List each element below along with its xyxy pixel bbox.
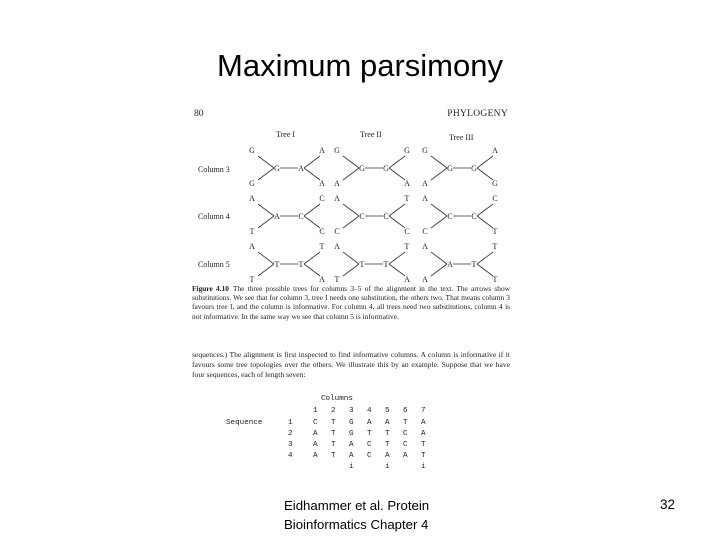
tree-branch — [304, 264, 320, 276]
tree-leaf-label: C — [319, 194, 325, 203]
tree-internal-label: G — [383, 164, 389, 173]
tree-branch — [258, 252, 274, 264]
tree-leaf-label: G — [492, 179, 498, 188]
tree-leaf-label: G — [404, 146, 410, 155]
tree-branch — [258, 216, 274, 228]
tree-branch — [304, 156, 320, 168]
tree-leaf-label: T — [492, 227, 498, 236]
table-row-number: 2 — [288, 430, 293, 438]
table-column-number: 2 — [331, 407, 336, 415]
tree-branch — [431, 156, 447, 168]
tree-branch — [343, 252, 359, 264]
tree-internal-label: T — [383, 260, 389, 269]
tree-leaf-label: T — [492, 275, 498, 284]
table-cell: T — [331, 452, 336, 460]
table-cell: T — [331, 430, 336, 438]
tree-branch — [389, 168, 405, 180]
tree-leaf-label: A — [334, 194, 340, 203]
tree-branch — [389, 204, 405, 216]
tree-internal-label: G — [471, 164, 477, 173]
table-cell: A — [367, 419, 372, 427]
tree-branch — [389, 216, 405, 228]
column-label-4: Column 4 — [198, 212, 230, 221]
tree-branch — [477, 216, 493, 228]
table-column-number: 6 — [403, 407, 408, 415]
table-cell: A — [385, 419, 390, 427]
tree-leaf-label: A — [492, 146, 498, 155]
running-head: PHYLOGENY — [447, 109, 508, 119]
table-cell: A — [313, 452, 318, 460]
tree-branch — [343, 204, 359, 216]
tree-branch — [431, 216, 447, 228]
tree-leaf-label: A — [319, 275, 325, 284]
citation-line-1: Eidhammer et al. Protein — [284, 498, 430, 513]
tree-branch — [343, 168, 359, 180]
table-header: Columns — [321, 395, 353, 403]
column-label-3: Column 3 — [198, 165, 230, 174]
table-informative-marker: i — [349, 463, 354, 471]
table-cell: T — [421, 441, 426, 449]
tree-branch — [389, 156, 405, 168]
tree-branch — [477, 264, 493, 276]
tree-figure — [192, 106, 514, 284]
table-cell: A — [313, 430, 318, 438]
tree-internal-label: T — [298, 260, 304, 269]
table-cell: T — [385, 441, 390, 449]
table-cell: T — [367, 430, 372, 438]
body-paragraph: sequences.) The alignment is first inspected to find informative columns. A column is informative if it favours some tree topologies over the others. We illustrate this by an example. Suppose that we have four sequences, each of length seven: — [192, 350, 510, 379]
tree-internal-label: C — [471, 212, 477, 221]
tree-internal-label: T — [359, 260, 365, 269]
tree-branch — [304, 252, 320, 264]
footer-citation — [284, 496, 464, 534]
table-cell: T — [403, 419, 408, 427]
table-cell: A — [313, 441, 318, 449]
table-column-number: 4 — [367, 407, 372, 415]
tree-leaf-label: A — [319, 179, 325, 188]
tree-internal-label: C — [298, 212, 304, 221]
table-column-number: 3 — [349, 407, 354, 415]
table-cell: A — [349, 441, 354, 449]
tree-leaf-label: T — [319, 242, 325, 251]
tree-branch — [431, 264, 447, 276]
tree-internal-label: G — [359, 164, 365, 173]
tree-leaf-label: T — [492, 242, 498, 251]
tree-branch — [477, 252, 493, 264]
tree-leaf-label: A — [249, 194, 255, 203]
table-cell: A — [385, 452, 390, 460]
table-cell: T — [385, 430, 390, 438]
tree-branch — [258, 156, 274, 168]
tree-internal-label: G — [447, 164, 453, 173]
tree-branch — [304, 168, 320, 180]
table-informative-marker: i — [385, 463, 390, 471]
tree-leaf-label: T — [334, 275, 340, 284]
slide-number: 32 — [660, 497, 676, 512]
tree-leaf-label: A — [319, 146, 325, 155]
tree-leaf-label: C — [404, 227, 410, 236]
table-cell: G — [349, 430, 354, 438]
table-row-number: 1 — [288, 419, 293, 427]
sequence-table — [192, 395, 514, 477]
table-cell: A — [421, 419, 426, 427]
table-cell: C — [367, 452, 372, 460]
table-cell: C — [403, 430, 408, 438]
tree-branch — [304, 216, 320, 228]
tree-leaf-label: G — [334, 146, 340, 155]
tree-internal-label: T — [471, 260, 477, 269]
tree-branch — [477, 168, 493, 180]
slide-title: Maximum parsimony — [217, 48, 503, 83]
tree-internal-label: G — [274, 164, 280, 173]
book-page-number: 80 — [194, 109, 204, 119]
table-cell: C — [403, 441, 408, 449]
tree-leaf-label: C — [319, 227, 325, 236]
tree-leaf-label: A — [334, 179, 340, 188]
table-column-number: 5 — [385, 407, 390, 415]
tree-branch — [431, 168, 447, 180]
table-column-number: 1 — [313, 407, 318, 415]
tree-branch — [343, 264, 359, 276]
tree-leaf-label: T — [249, 275, 255, 284]
tree-branch — [343, 156, 359, 168]
tree-internal-label: A — [274, 212, 280, 221]
tree-leaf-label: A — [404, 275, 410, 284]
table-column-number: 7 — [421, 407, 426, 415]
book-page-scan — [192, 106, 514, 478]
column-label-5: Column 5 — [198, 260, 230, 269]
tree-leaf-label: A — [404, 179, 410, 188]
table-row-number: 3 — [288, 441, 293, 449]
tree-leaf-label: T — [249, 227, 255, 236]
tree-leaf-label: G — [422, 146, 428, 155]
caption-text: The three possible trees for columns 3–5 of the alignment in the text. The arrows show substitutions. We see that for column 3, tree I needs one substitution, the others two. That means column 3 favours tree I, and the column is informative. For column 4, all trees need two substitutions, column 4 is not informative. In the same way we see that column 5 is informative. — [192, 284, 510, 321]
tree-leaf-label: C — [334, 227, 340, 236]
figure-caption — [192, 284, 510, 321]
caption-label: Figure 4.10 — [192, 284, 229, 293]
tree-internal-label: C — [359, 212, 365, 221]
tree-leaf-label: A — [334, 242, 340, 251]
tree-internal-label: T — [274, 260, 280, 269]
tree-leaf-label: A — [422, 275, 428, 284]
tree-leaf-label: T — [404, 194, 410, 203]
tree-branch — [258, 168, 274, 180]
table-cell: A — [421, 430, 426, 438]
tree-label-1: Tree I — [276, 130, 296, 139]
citation-line-2: Bioinformatics Chapter 4 — [284, 517, 429, 532]
table-row-label: Sequence — [226, 419, 263, 427]
tree-branch — [258, 204, 274, 216]
table-cell: C — [367, 441, 372, 449]
tree-branch — [343, 216, 359, 228]
table-cell: A — [349, 452, 354, 460]
tree-label-2: Tree II — [360, 130, 382, 139]
table-cell: T — [331, 419, 336, 427]
table-cell: A — [403, 452, 408, 460]
tree-label-3: Tree III — [449, 133, 474, 142]
tree-branch — [258, 264, 274, 276]
tree-leaf-label: C — [492, 194, 498, 203]
tree-leaf-label: A — [422, 194, 428, 203]
tree-branch — [304, 204, 320, 216]
tree-internal-label: A — [298, 164, 304, 173]
tree-branch — [477, 156, 493, 168]
tree-branch — [431, 204, 447, 216]
table-cell: T — [421, 452, 426, 460]
table-cell: T — [331, 441, 336, 449]
tree-internal-label: C — [447, 212, 453, 221]
tree-branch — [431, 252, 447, 264]
tree-leaf-label: A — [249, 242, 255, 251]
table-row-number: 4 — [288, 452, 293, 460]
tree-leaf-label: G — [249, 179, 255, 188]
tree-branch — [477, 204, 493, 216]
tree-leaf-label: A — [422, 242, 428, 251]
tree-leaf-label: C — [422, 227, 428, 236]
table-informative-marker: i — [421, 463, 426, 471]
tree-leaf-label: G — [249, 146, 255, 155]
tree-leaf-label: T — [404, 242, 410, 251]
table-cell: C — [313, 419, 318, 427]
tree-internal-label: C — [383, 212, 389, 221]
table-cell: G — [349, 419, 354, 427]
tree-leaf-label: A — [422, 179, 428, 188]
tree-branch — [389, 252, 405, 264]
tree-internal-label: A — [447, 260, 453, 269]
tree-branch — [389, 264, 405, 276]
